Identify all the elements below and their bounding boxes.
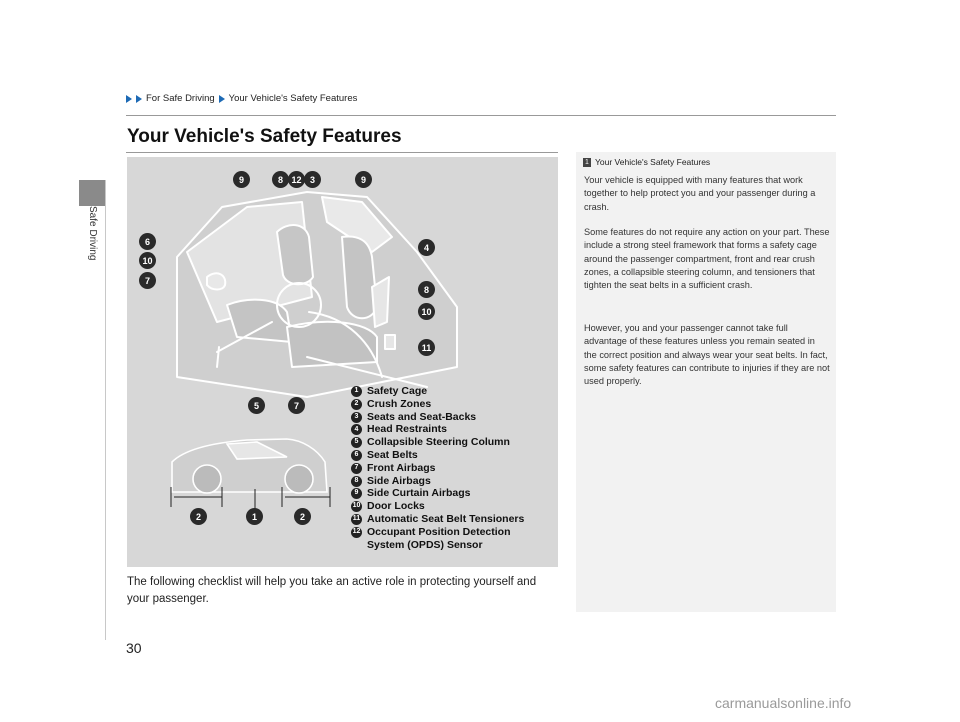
callout-8: 8	[272, 171, 289, 188]
legend-item	[351, 487, 524, 500]
legend-number: 9	[351, 488, 362, 499]
sidebar-note	[576, 152, 836, 612]
callout-2: 2	[190, 508, 207, 525]
note-heading-text: Your Vehicle's Safety Features	[595, 157, 711, 167]
legend-number: 5	[351, 437, 362, 448]
breadcrumb-arrow-icon	[136, 95, 142, 103]
callout-12: 12	[288, 171, 305, 188]
legend-number: 7	[351, 463, 362, 474]
callout-9-secondary: 9	[355, 171, 372, 188]
legend-label: Seats and Seat-Backs	[367, 410, 477, 423]
legend-label: Safety Cage	[367, 385, 428, 397]
legend-item	[351, 398, 524, 411]
body-paragraph: The following checklist will help you take an active role in protecting yourself and your passenger.	[127, 576, 537, 605]
legend-item	[351, 436, 524, 449]
callout-11: 11	[418, 339, 435, 356]
legend-item	[351, 513, 524, 526]
header-rule	[126, 115, 836, 116]
callout-8-secondary: 8	[418, 281, 435, 298]
page-number: 30	[126, 640, 142, 656]
note-paragraph: Your vehicle is equipped with many features that work together to help protect you and your passenger during a crash.	[584, 175, 816, 212]
title-rule	[126, 152, 558, 153]
callout-6: 6	[139, 233, 156, 250]
breadcrumb-arrow-icon	[219, 95, 225, 103]
legend-label: Side Curtain Airbags	[367, 487, 471, 500]
note-badge-icon: 1	[583, 158, 591, 167]
callout-4: 4	[418, 239, 435, 256]
legend-item	[351, 475, 524, 488]
legend-item	[351, 500, 524, 513]
callout-5: 5	[248, 397, 265, 414]
note-paragraph: Some features do not require any action on your part. These include a strong steel framework that forms a safety cage around the passenger compartment, front and rear crush zones, a collapsible steering column, and tensioners that tighten the seat belts in a sufficient crash.	[584, 227, 830, 291]
legend-number: 8	[351, 476, 362, 487]
legend-label: Door Locks	[367, 500, 425, 513]
page-title: Your Vehicle's Safety Features	[127, 126, 402, 147]
callout-10: 10	[139, 252, 156, 269]
legend-label: Collapsible Steering Column	[367, 436, 510, 449]
legend-number: 1	[351, 386, 362, 397]
callout-9: 9	[233, 171, 250, 188]
legend-item	[351, 462, 524, 475]
legend-number: 2	[351, 399, 362, 410]
legend-label: Head Restraints	[367, 423, 447, 436]
breadcrumb-item[interactable]: For Safe Driving	[146, 93, 215, 104]
breadcrumb-item[interactable]: Your Vehicle's Safety Features	[228, 93, 358, 104]
callout-2-secondary: 2	[294, 508, 311, 525]
breadcrumb-arrow-icon	[126, 95, 132, 103]
note-paragraph: However, you and your passenger cannot take full advantage of these features unless you remain seated in the correct position and always wear your seat belts. In fact, some safety features can contribute to injuries if they are not used properly.	[584, 323, 830, 387]
safety-features-figure	[127, 157, 558, 567]
legend-item	[351, 449, 524, 462]
callout-1: 1	[246, 508, 263, 525]
legend-label: Seat Belts	[367, 448, 418, 461]
callout-3: 3	[304, 171, 321, 188]
section-side-label: Safe Driving	[87, 206, 98, 261]
legend-item	[351, 385, 524, 398]
callout-7: 7	[139, 272, 156, 289]
note-heading	[583, 157, 710, 167]
legend-item	[351, 526, 524, 552]
legend-label: Side Airbags	[367, 474, 431, 487]
legend-number: 11	[351, 514, 362, 525]
legend-label: Automatic Seat Belt Tensioners	[367, 512, 525, 525]
breadcrumb	[126, 93, 357, 104]
legend-item	[351, 411, 524, 424]
legend-number: 3	[351, 412, 362, 423]
section-tab-marker	[79, 180, 105, 206]
section-divider	[105, 180, 106, 640]
legend-item	[351, 423, 524, 436]
legend-number: 10	[351, 501, 362, 512]
legend-label: Crush Zones	[367, 397, 432, 410]
watermark: carmanualsonline.info	[715, 695, 852, 711]
feature-legend	[351, 385, 524, 551]
legend-number: 4	[351, 424, 362, 435]
callout-7-secondary: 7	[288, 397, 305, 414]
callout-10-secondary: 10	[418, 303, 435, 320]
legend-number: 12	[351, 527, 362, 538]
legend-label: Occupant Position Detection System (OPDS) Sensor	[367, 525, 511, 551]
legend-label: Front Airbags	[367, 461, 436, 474]
legend-number: 6	[351, 450, 362, 461]
